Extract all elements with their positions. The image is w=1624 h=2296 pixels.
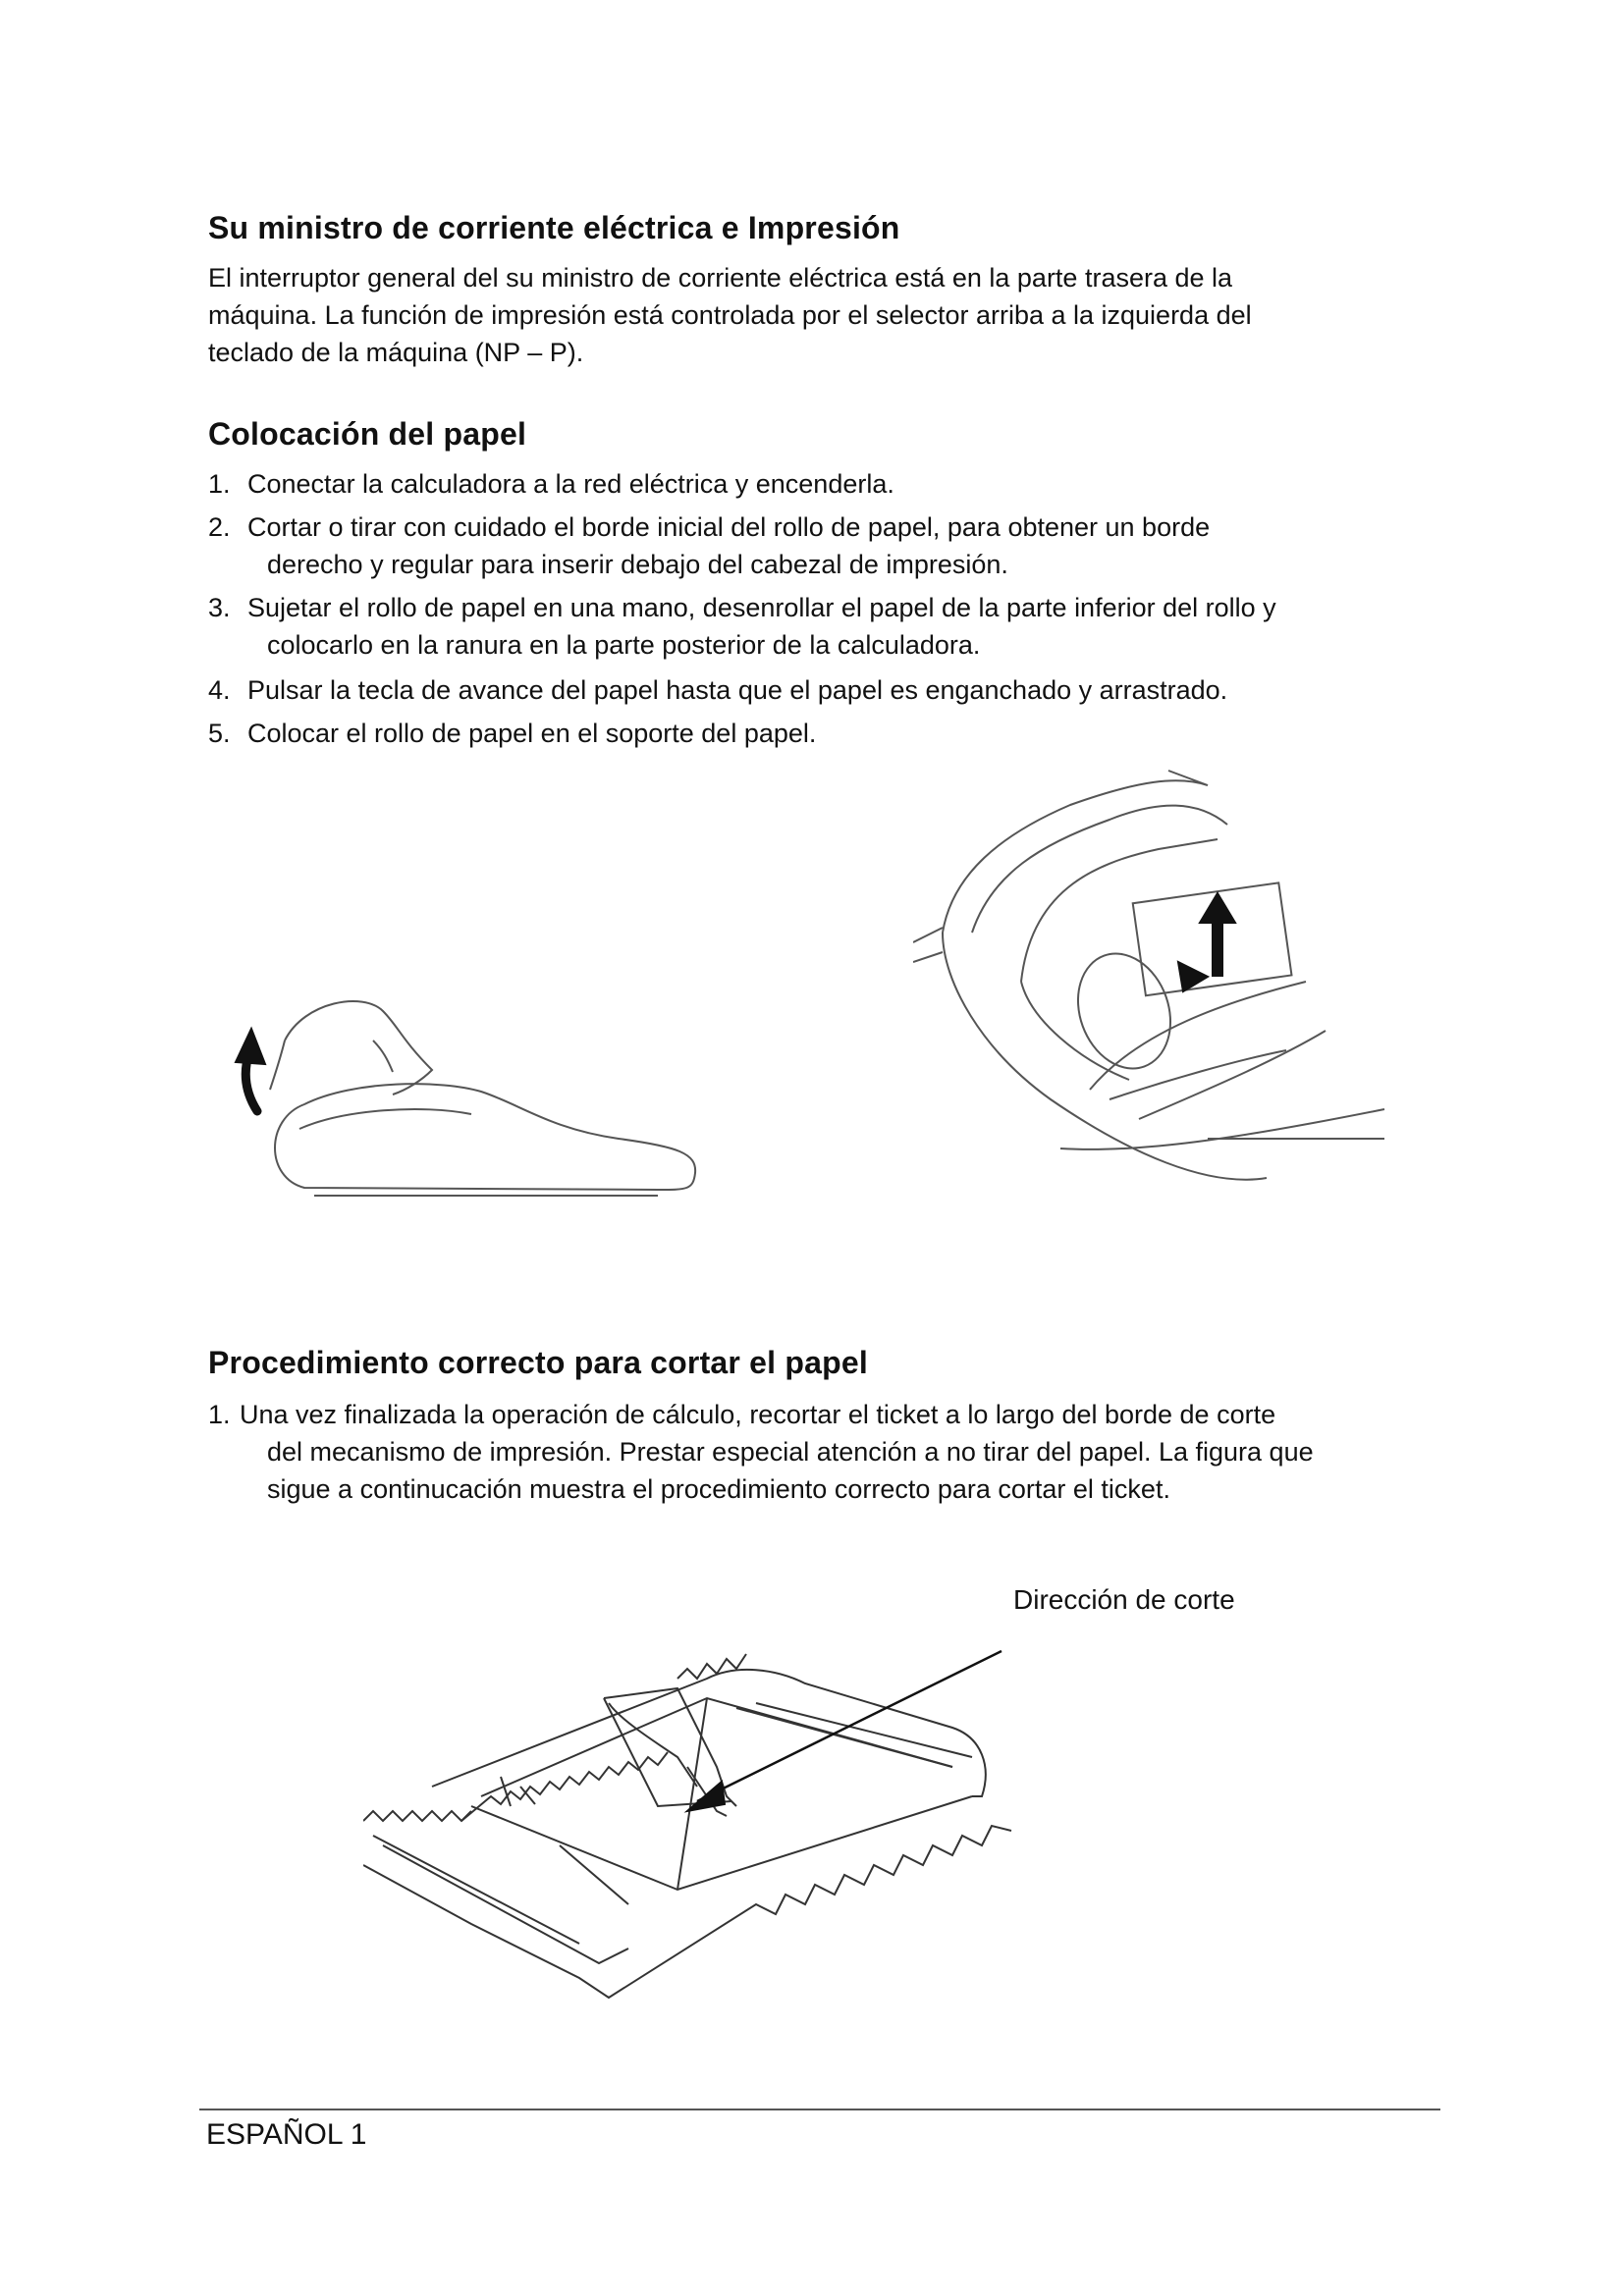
list-item	[208, 589, 1435, 664]
list-item	[208, 1396, 1445, 1508]
list-text-continued: derecho y regular para inserir debajo del cabezal de impresión.	[267, 550, 1008, 579]
heading-paper-loading: Colocación del papel	[208, 416, 527, 452]
list-text: Sujetar el rollo de papel en una mano, desenrollar el papel de la parte inferior del rollo y	[247, 593, 1276, 622]
list-number: 1.	[208, 1400, 231, 1429]
list-item	[208, 715, 1435, 752]
list-item	[208, 508, 1435, 583]
illustration-calculator-printer	[913, 766, 1404, 1198]
illustration-paper-holder	[226, 982, 717, 1207]
list-text: Cortar o tirar con cuidado el borde inicial del rollo de papel, para obtener un borde	[247, 512, 1211, 542]
heading-power-printing: Su ministro de corriente eléctrica e Impresión	[208, 210, 900, 245]
figure-label-cut-direction: Dirección de corte	[1013, 1584, 1235, 1615]
paragraph-line: teclado de la máquina (NP – P).	[208, 338, 584, 367]
list-text: Colocar el rollo de papel en el soporte del papel.	[247, 719, 817, 748]
paragraph-line: El interruptor general del su ministro de corriente eléctrica está en la parte trasera de la	[208, 263, 1233, 293]
cut-direction-arrow-icon	[687, 1651, 1001, 1811]
illustration-cutting-mechanism	[363, 1610, 1031, 2022]
list-item	[208, 671, 1435, 709]
list-number: 5.	[208, 719, 231, 748]
list-number: 1.	[208, 469, 231, 499]
list-text-continued: colocarlo en la ranura en la parte posterior de la calculadora.	[267, 630, 981, 660]
list-item	[208, 465, 1435, 503]
paragraph-power-printing	[208, 259, 1252, 371]
page-footer: ESPAÑOL 1	[206, 2118, 367, 2151]
paragraph-line: máquina. La función de impresión está controlada por el selector arriba a la izquierda del	[208, 300, 1252, 330]
footer-divider	[199, 2109, 1440, 2110]
list-text-continued: sigue a continucación muestra el procedimiento correcto para cortar el ticket.	[267, 1474, 1170, 1504]
list-number: 3.	[208, 593, 231, 622]
feed-arrow-icon	[1178, 893, 1235, 991]
list-text: Pulsar la tecla de avance del papel hasta que el papel es enganchado y arrastrado.	[247, 675, 1228, 705]
heading-paper-cutting: Procedimiento correcto para cortar el papel	[208, 1345, 868, 1380]
list-text: Conectar la calculadora a la red eléctrica y encenderla.	[247, 469, 894, 499]
list-text-continued: del mecanismo de impresión. Prestar especial atención a no tirar del papel. La figura que	[267, 1437, 1314, 1467]
list-number: 4.	[208, 675, 231, 705]
list-text: Una vez finalizada la operación de cálculo, recortar el ticket a lo largo del borde de corte	[240, 1400, 1276, 1429]
list-number: 2.	[208, 512, 231, 542]
rotate-arrow-icon	[236, 1029, 265, 1111]
